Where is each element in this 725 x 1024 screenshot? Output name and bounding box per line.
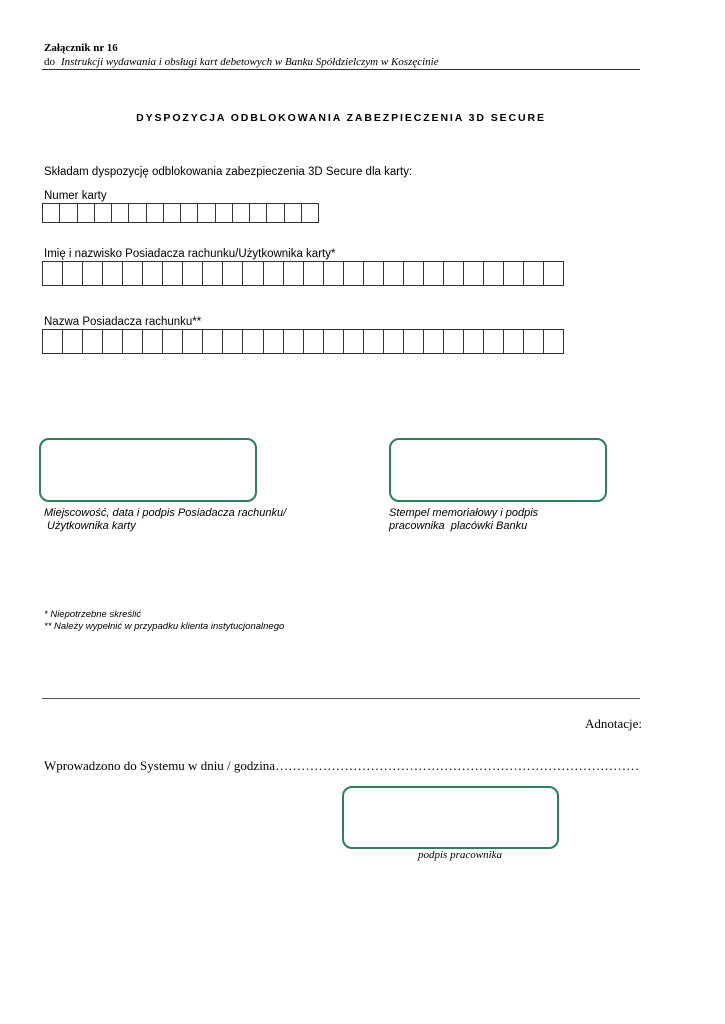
char-cell[interactable] xyxy=(103,262,123,286)
char-cell[interactable] xyxy=(484,330,504,354)
employee-signature-box[interactable] xyxy=(342,786,559,849)
char-cell[interactable] xyxy=(183,330,203,354)
entered-label: Wprowadzono do Systemu w dniu / godzina xyxy=(44,758,276,773)
char-cell[interactable] xyxy=(404,262,424,286)
char-cell[interactable] xyxy=(43,204,60,223)
char-cell[interactable] xyxy=(123,262,143,286)
char-cell[interactable] xyxy=(78,204,95,223)
char-cell[interactable] xyxy=(164,204,181,223)
char-cell[interactable] xyxy=(203,262,223,286)
char-cell[interactable] xyxy=(83,262,103,286)
char-cell[interactable] xyxy=(147,204,164,223)
card-number-field[interactable] xyxy=(42,203,319,223)
char-cell[interactable] xyxy=(223,262,243,286)
bank-stamp-box[interactable] xyxy=(389,438,607,502)
entered-dots: ………………………………………………………………………… xyxy=(275,758,640,773)
char-cell[interactable] xyxy=(464,330,484,354)
char-cell[interactable] xyxy=(267,204,284,223)
char-cell[interactable] xyxy=(264,330,284,354)
bank-stamp-caption xyxy=(389,507,538,533)
char-cell[interactable] xyxy=(284,262,304,286)
char-cell[interactable] xyxy=(123,330,143,354)
attachment-title: Załącznik nr 16 xyxy=(44,42,118,54)
bank-caption-line2: pracownika placówki Banku xyxy=(389,520,528,532)
annotations-label: Adnotacje: xyxy=(585,716,643,731)
char-cell[interactable] xyxy=(250,204,267,223)
account-holder-label: Nazwa Posiadacza rachunku** xyxy=(44,316,202,328)
employee-signature-caption: podpis pracownika xyxy=(418,849,503,861)
client-caption-line1: Miejscowość, data i podpis Posiadacza rachunku/ xyxy=(44,507,287,519)
char-cell[interactable] xyxy=(384,330,404,354)
char-cell[interactable] xyxy=(103,330,123,354)
char-cell[interactable] xyxy=(464,262,484,286)
char-cell[interactable] xyxy=(183,262,203,286)
bank-caption-line1: Stempel memoriałowy i podpis xyxy=(389,507,539,519)
holder-name-label: Imię i nazwisko Posiadacza rachunku/Użytkownika karty* xyxy=(44,248,336,260)
char-cell[interactable] xyxy=(364,330,384,354)
char-cell[interactable] xyxy=(233,204,250,223)
account-holder-field[interactable] xyxy=(42,329,564,354)
char-cell[interactable] xyxy=(524,330,544,354)
attachment-prefix: do xyxy=(44,56,55,68)
bank-section-divider xyxy=(42,698,640,699)
char-cell[interactable] xyxy=(302,204,319,223)
char-cell[interactable] xyxy=(83,330,103,354)
client-caption-line2: Użytkownika karty xyxy=(44,520,136,532)
char-cell[interactable] xyxy=(198,204,215,223)
char-cell[interactable] xyxy=(223,330,243,354)
char-cell[interactable] xyxy=(364,262,384,286)
char-cell[interactable] xyxy=(112,204,129,223)
footnote-1: * Niepotrzebne skreślić xyxy=(44,609,142,620)
char-cell[interactable] xyxy=(444,330,464,354)
char-cell[interactable] xyxy=(544,330,564,354)
char-cell[interactable] xyxy=(43,262,63,286)
char-cell[interactable] xyxy=(216,204,233,223)
char-cell[interactable] xyxy=(163,262,183,286)
char-cell[interactable] xyxy=(243,330,263,354)
char-cell[interactable] xyxy=(344,330,364,354)
char-cell[interactable] xyxy=(143,330,163,354)
char-cell[interactable] xyxy=(181,204,198,223)
char-cell[interactable] xyxy=(95,204,112,223)
client-signature-caption xyxy=(44,507,286,533)
char-cell[interactable] xyxy=(444,262,464,286)
footnote-2: ** Należy wypełnić w przypadku klienta instytucjonalnego xyxy=(44,621,285,632)
char-cell[interactable] xyxy=(43,330,63,354)
char-cell[interactable] xyxy=(60,204,77,223)
char-cell[interactable] xyxy=(504,262,524,286)
char-cell[interactable] xyxy=(129,204,146,223)
char-cell[interactable] xyxy=(243,262,263,286)
lead-text: Składam dyspozycję odblokowania zabezpieczenia 3D Secure dla karty: xyxy=(44,166,413,178)
char-cell[interactable] xyxy=(143,262,163,286)
entered-into-system-line xyxy=(44,758,639,774)
attachment-instruction: Instrukcji wydawania i obsługi kart debetowych w Banku Spółdzielczym w Koszęcinie xyxy=(61,56,439,68)
char-cell[interactable] xyxy=(284,330,304,354)
holder-name-field[interactable] xyxy=(42,261,564,286)
char-cell[interactable] xyxy=(524,262,544,286)
char-cell[interactable] xyxy=(404,330,424,354)
card-number-label: Numer karty xyxy=(44,190,107,202)
client-signature-box[interactable] xyxy=(39,438,257,502)
char-cell[interactable] xyxy=(544,262,564,286)
header-divider xyxy=(42,69,640,70)
char-cell[interactable] xyxy=(304,262,324,286)
char-cell[interactable] xyxy=(163,330,183,354)
char-cell[interactable] xyxy=(63,330,83,354)
char-cell[interactable] xyxy=(63,262,83,286)
char-cell[interactable] xyxy=(203,330,223,354)
char-cell[interactable] xyxy=(324,262,344,286)
char-cell[interactable] xyxy=(504,330,524,354)
char-cell[interactable] xyxy=(424,330,444,354)
char-cell[interactable] xyxy=(285,204,302,223)
document-title: DYSPOZYCJA ODBLOKOWANIA ZABEZPIECZENIA 3D SECURE xyxy=(136,112,546,124)
char-cell[interactable] xyxy=(264,262,284,286)
char-cell[interactable] xyxy=(304,330,324,354)
char-cell[interactable] xyxy=(424,262,444,286)
char-cell[interactable] xyxy=(384,262,404,286)
char-cell[interactable] xyxy=(344,262,364,286)
attachment-subtitle xyxy=(44,56,439,68)
char-cell[interactable] xyxy=(324,330,344,354)
char-cell[interactable] xyxy=(484,262,504,286)
